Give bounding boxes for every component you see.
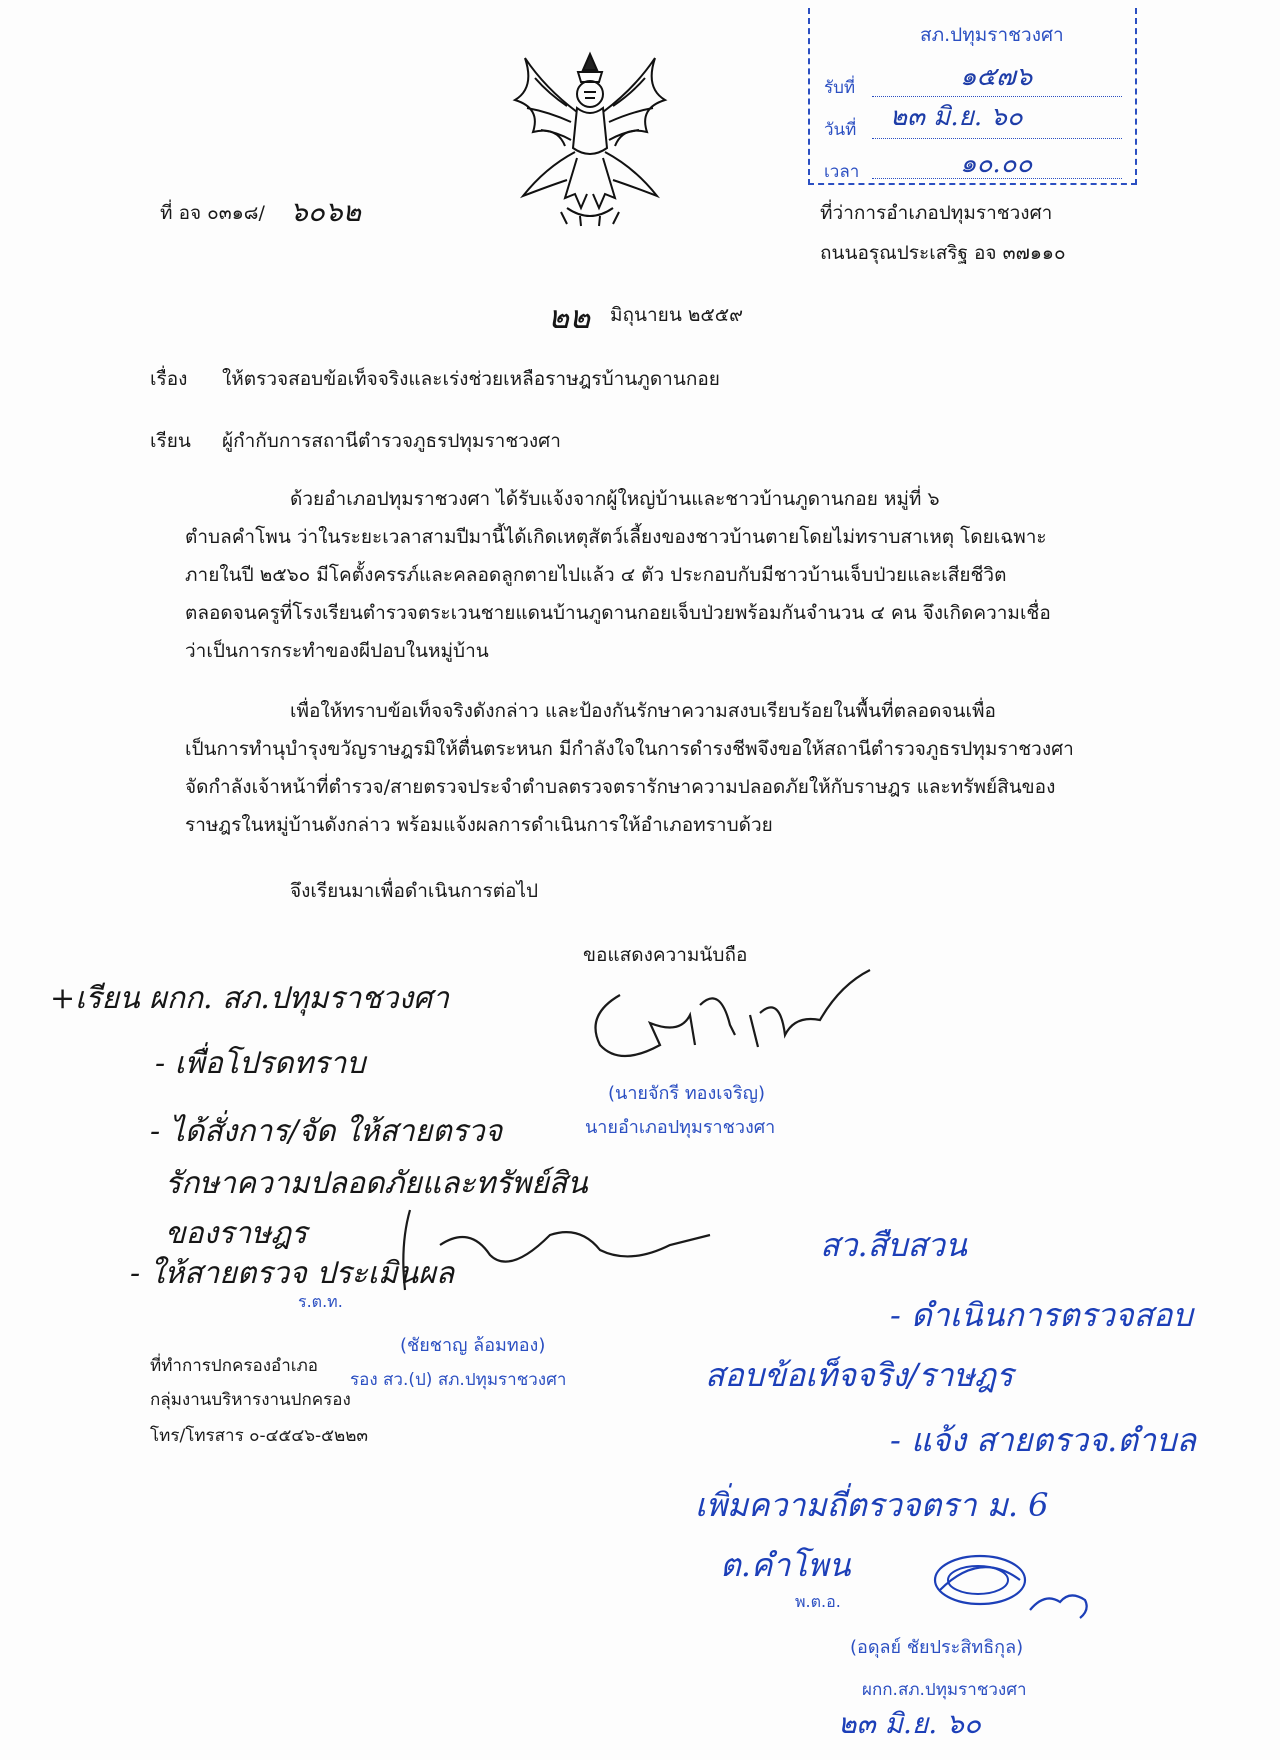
body-paragraph-2 (185, 692, 1100, 844)
blue-note-line-1: สว.สืบสวน (820, 1226, 967, 1264)
superintendent-signature (920, 1540, 1120, 1630)
stamp-time-label: เวลา (824, 162, 860, 182)
district-chief-signature (580, 975, 880, 1075)
paragraph-line: เพื่อให้ทราบข้อเท็จจริงดังกล่าว และป้องกันรักษาความสงบเรียบร้อยในพื้นที่ตลอดจนเพื่อ (290, 700, 996, 722)
blue-note-line-5: เพิ่มความถี่ตรวจตรา ม. 6 (695, 1486, 1049, 1524)
signatory-name: (นายจักรี ทองเจริญ) (608, 1083, 766, 1104)
signatory-position: นายอำเภอปทุมราชวงศา (585, 1117, 776, 1138)
paragraph-line: ด้วยอำเภอปทุมราชวงศา ได้รับแจ้งจากผู้ใหญ่บ้านและชาวบ้านภูดานกอย หมู่ที่ ๖ (290, 488, 940, 510)
deputy-signature (380, 1205, 740, 1295)
superintendent-position: ผกก.สภ.ปทุมราชวงศา (862, 1680, 1027, 1700)
receipt-stamp (808, 8, 1137, 185)
black-note-line-2: - เพื่อโปรดทราบ (155, 1046, 366, 1081)
reference-number: ที่ อจ ๐๓๑๘/ (160, 202, 265, 224)
black-note-line-6: - ให้สายตรวจ ประเมินผล (130, 1256, 455, 1291)
deputy-name: (ชัยชาญ ล้อมทอง) (400, 1335, 546, 1356)
stamp-date-label: วันที่ (824, 120, 857, 140)
black-note-line-5: ของราษฎร (165, 1216, 308, 1251)
paragraph-line: ราษฎรในหมู่บ้านดังกล่าว พร้อมแจ้งผลการดำเนินการให้อำเภอทราบด้วย (185, 814, 773, 836)
paragraph-line: ตลอดจนครูที่โรงเรียนตำรวจตระเวนชายแดนบ้านภูดานกอยเจ็บป่วยพร้อมกันจำนวน ๔ คน จึงเกิดความเชื่อ (185, 602, 1051, 624)
superintendent-date-hand: ๒๓ มิ.ย. ๖๐ (838, 1707, 981, 1740)
office-name: ที่ว่าการอำเภอปทุมราชวงศา (820, 202, 1053, 224)
blue-note-line-6: ต.คำโพน (720, 1546, 851, 1584)
superintendent-rank: พ.ต.อ. (795, 1592, 841, 1611)
date-month-year: มิถุนายน ๒๕๕๙ (610, 304, 744, 326)
stamp-received-no-value: ๑๕๗๖ (960, 62, 1033, 92)
body-paragraph-1 (185, 480, 1100, 670)
deputy-position: รอง สว.(ป) สภ.ปทุมราชวงศา (350, 1370, 567, 1390)
stamp-received-no-label: รับที่ (824, 78, 856, 98)
closing-line: จึงเรียนมาเพื่อดำเนินการต่อไป (290, 880, 539, 902)
subject-text: ให้ตรวจสอบข้อเท็จจริงและเร่งช่วยเหลือราษฎรบ้านภูดานกอย (222, 368, 720, 390)
black-note-line-1: +เรียน ผกก. สภ.ปทุมราชวงศา (50, 981, 450, 1016)
superintendent-name: (อดุลย์ ชัยประสิทธิกุล) (850, 1637, 1024, 1658)
black-note-line-3: - ได้สั่งการ/จัด ให้สายตรวจ (150, 1114, 503, 1149)
date-day-hand: ๒๒ (548, 298, 591, 336)
regards-line: ขอแสดงความนับถือ (583, 944, 748, 966)
office-address: ถนนอรุณประเสริฐ อจ ๓๗๑๑๐ (820, 242, 1066, 264)
reference-number-hand: ๖๐๖๒ (290, 195, 362, 228)
footer-group: กลุ่มงานบริหารงานปกครอง (150, 1390, 351, 1410)
stamp-time-value: ๑๐.๐๐ (960, 149, 1033, 179)
footer-phone: โทร/โทรสาร ๐-๔๕๔๖-๕๒๒๓ (150, 1426, 369, 1446)
black-note-line-4: รักษาความปลอดภัยและทรัพย์สิน (165, 1166, 588, 1201)
paragraph-line: ว่าเป็นการกระทำของผีปอบในหมู่บ้าน (185, 640, 489, 662)
paragraph-line: เป็นการทำนุบำรุงขวัญราษฎรมิให้ตื่นตระหนก มีกำลังใจในการดำรงชีพจึงขอให้สถานีตำรวจภูธรปทุมราชวงศา (185, 738, 1074, 760)
recipient-label: เรียน (150, 430, 191, 452)
recipient-text: ผู้กำกับการสถานีตำรวจภูธรปทุมราชวงศา (222, 430, 561, 452)
paragraph-line: จัดกำลังเจ้าหน้าที่ตำรวจ/สายตรวจประจำตำบลตรวจตรารักษาความปลอดภัยให้กับราษฎร และทรัพย์สินของ (185, 776, 1056, 798)
blue-note-line-2: - ดำเนินการตรวจสอบ (890, 1296, 1193, 1334)
deputy-rank: ร.ต.ท. (298, 1292, 343, 1311)
stamp-date-value: ๒๓ มิ.ย. ๖๐ (890, 102, 1023, 132)
subject-label: เรื่อง (150, 368, 188, 390)
stamp-agency: สภ.ปทุมราชวงศา (920, 24, 1064, 46)
blue-note-line-3: สอบข้อเท็จจริง/ราษฎร (705, 1356, 1014, 1394)
blue-note-line-4: - แจ้ง สายตรวจ.ตำบล (890, 1421, 1196, 1459)
stamp-dots-2 (872, 138, 1122, 139)
paragraph-line: ตำบลคำโพน ว่าในระยะเวลาสามปีมานี้ได้เกิดเหตุสัตว์เลี้ยงของชาวบ้านตายโดยไม่ทราบสาเหตุ โดยเฉพาะ (185, 526, 1047, 548)
paragraph-line: ภายในปี ๒๕๖๐ มีโคตั้งครรภ์และคลอดลูกตายไปแล้ว ๔ ตัว ประกอบกับมีชาวบ้านเจ็บป่วยและเสียชีวิต (185, 564, 1007, 586)
garuda-emblem-icon (505, 48, 675, 228)
footer-unit: ที่ทำการปกครองอำเภอ (150, 1356, 319, 1376)
